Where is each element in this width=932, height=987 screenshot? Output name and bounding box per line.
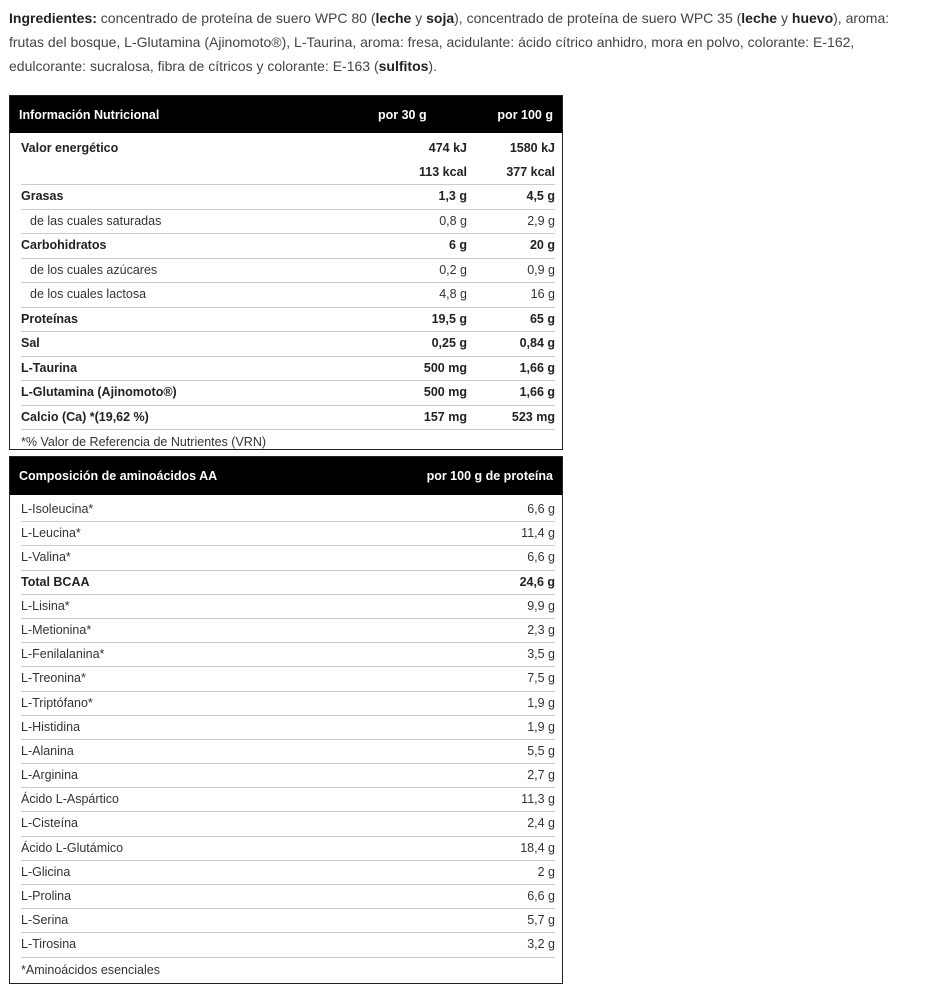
nutrition-row bbox=[21, 234, 555, 259]
amino-value: 2 g bbox=[537, 864, 555, 879]
nutrition-row bbox=[21, 259, 555, 284]
amino-table-header bbox=[10, 457, 562, 495]
nutrition-header-per100: por 100 g bbox=[497, 107, 553, 122]
nutrient-value-per100: 1,66 g bbox=[519, 360, 555, 375]
ingredients-text: ), concentrado de proteína de suero WPC 35 ( bbox=[454, 10, 742, 26]
nutrition-row bbox=[21, 283, 555, 308]
ingredients-text: concentrado de proteína de suero WPC 80 ( bbox=[96, 10, 376, 26]
energy-label: Valor energético bbox=[21, 141, 119, 155]
amino-value: 18,4 g bbox=[520, 840, 555, 855]
nutrition-row bbox=[21, 210, 555, 235]
ingredients-text: ). bbox=[428, 58, 437, 74]
amino-row bbox=[21, 716, 555, 740]
ingredients-bold-text: huevo bbox=[791, 10, 834, 26]
amino-value: 2,3 g bbox=[527, 622, 555, 637]
amino-row bbox=[21, 595, 555, 619]
amino-label: L-Leucina* bbox=[21, 526, 81, 541]
amino-table-body bbox=[10, 495, 562, 982]
amino-row bbox=[21, 522, 555, 546]
amino-label: L-Cisteína bbox=[21, 816, 78, 831]
amino-value: 1,9 g bbox=[527, 695, 555, 710]
nutrient-value-per100: 16 g bbox=[530, 287, 555, 301]
amino-value: 24,6 g bbox=[519, 574, 555, 589]
nutrient-label: Calcio (Ca) *(19,62 %) bbox=[21, 409, 149, 424]
amino-label: L-Histidina bbox=[21, 719, 81, 734]
nutrition-row bbox=[21, 406, 555, 431]
amino-table bbox=[9, 456, 563, 984]
amino-label: L-Treonina* bbox=[21, 671, 86, 686]
energy-per30-kj: 474 kJ bbox=[428, 141, 467, 155]
amino-row bbox=[21, 788, 555, 812]
amino-label: L-Lisina* bbox=[21, 598, 70, 613]
nutrient-value-per100: 523 mg bbox=[511, 409, 555, 424]
nutrient-value-per30: 19,5 g bbox=[431, 311, 467, 326]
nutrition-row bbox=[21, 308, 555, 333]
nutrient-label: Sal bbox=[21, 336, 40, 350]
nutrition-table-body bbox=[10, 133, 562, 454]
nutrient-label: de los cuales lactosa bbox=[30, 287, 147, 301]
amino-value: 3,5 g bbox=[527, 647, 555, 662]
nutrition-row bbox=[21, 332, 555, 357]
energy-per30 bbox=[379, 137, 467, 184]
nutrient-value-per30: 0,25 g bbox=[431, 336, 467, 350]
amino-value: 1,9 g bbox=[527, 719, 555, 734]
amino-value: 9,9 g bbox=[527, 598, 555, 613]
amino-label: Ácido L-Aspártico bbox=[21, 792, 119, 807]
amino-value: 5,7 g bbox=[527, 913, 555, 928]
nutrient-value-per30: 500 mg bbox=[423, 385, 467, 399]
ingredients-bold-text: soja bbox=[426, 10, 455, 26]
amino-label: Total BCAA bbox=[21, 574, 90, 589]
nutrient-label: Carbohidratos bbox=[21, 238, 107, 252]
amino-row bbox=[21, 885, 555, 909]
ingredients-paragraph bbox=[9, 6, 924, 78]
amino-value: 6,6 g bbox=[527, 502, 555, 516]
nutrition-row-energy bbox=[21, 137, 555, 185]
nutrient-label: L-Taurina bbox=[21, 360, 78, 375]
nutrient-value-per100: 1,66 g bbox=[519, 385, 555, 399]
nutrition-table bbox=[9, 95, 563, 450]
amino-row bbox=[21, 740, 555, 764]
amino-label: Ácido L-Glutámico bbox=[21, 840, 124, 855]
amino-label: L-Valina* bbox=[21, 550, 71, 565]
ingredients-bold-text: Ingredientes: bbox=[9, 10, 97, 26]
nutrient-value-per30: 0,2 g bbox=[439, 262, 467, 277]
amino-row bbox=[21, 909, 555, 933]
amino-label: L-Alanina bbox=[21, 743, 74, 758]
amino-value: 6,6 g bbox=[527, 550, 555, 565]
amino-row bbox=[21, 861, 555, 885]
ingredients-bold-text: sulfitos bbox=[378, 58, 429, 74]
nutrient-value-per100: 20 g bbox=[529, 238, 555, 252]
amino-value: 2,4 g bbox=[527, 816, 555, 831]
amino-row bbox=[21, 837, 555, 861]
ingredients-bold-text: leche bbox=[741, 10, 778, 26]
nutrition-header-per30: por 30 g bbox=[378, 107, 427, 122]
amino-value: 3,2 g bbox=[527, 937, 555, 952]
nutrition-row bbox=[21, 357, 555, 382]
nutrient-value-per100: 0,84 g bbox=[519, 336, 555, 350]
amino-row bbox=[21, 498, 555, 522]
nutrient-value-per100: 2,9 g bbox=[527, 213, 555, 228]
nutrient-label: L-Glutamina (Ajinomoto®) bbox=[21, 385, 177, 399]
nutrient-value-per100: 0,9 g bbox=[527, 262, 555, 277]
ingredients-text: y bbox=[777, 10, 792, 26]
amino-value: 6,6 g bbox=[527, 889, 555, 903]
amino-label: L-Isoleucina* bbox=[21, 502, 94, 516]
amino-row bbox=[21, 812, 555, 836]
amino-label: L-Arginina bbox=[21, 768, 78, 783]
amino-label: L-Glicina bbox=[21, 864, 71, 879]
amino-note: *Aminoácidos esenciales bbox=[21, 962, 160, 977]
amino-row bbox=[21, 667, 555, 691]
nutrient-value-per30: 4,8 g bbox=[439, 287, 467, 301]
ingredients-bold-text: leche bbox=[375, 10, 412, 26]
energy-per100 bbox=[467, 137, 555, 184]
amino-row bbox=[21, 571, 555, 595]
energy-per100-kcal: 377 kcal bbox=[506, 164, 555, 179]
nutrient-value-per100: 65 g bbox=[529, 311, 555, 326]
amino-row bbox=[21, 692, 555, 716]
ingredients-text: ), aroma: frutas del bosque, L-Glutamina (Ajinomoto®), L-Taurina, aroma: fresa, acidulante: ácido cítrico anhidro, mora en polvo, colorante: E-162, edulcorante: sucralosa, fibra de cítricos y colorante: E-163 ( bbox=[9, 10, 890, 74]
nutrient-value-per30: 500 mg bbox=[423, 360, 467, 375]
amino-value: 11,3 g bbox=[521, 792, 555, 807]
amino-label: L-Triptófano* bbox=[21, 695, 93, 710]
amino-row bbox=[21, 933, 555, 957]
nutrition-table-header bbox=[10, 96, 562, 133]
amino-header-title: Composición de aminoácidos AA bbox=[19, 469, 218, 483]
amino-row bbox=[21, 764, 555, 788]
nutrition-row bbox=[21, 381, 555, 406]
amino-row bbox=[21, 643, 555, 667]
amino-label: L-Tirosina bbox=[21, 937, 77, 952]
amino-label: L-Serina bbox=[21, 913, 69, 928]
nutrient-value-per30: 6 g bbox=[448, 238, 467, 252]
nutrient-label: Grasas bbox=[21, 189, 64, 203]
nutrient-label: de las cuales saturadas bbox=[30, 213, 162, 228]
nutrition-header-title: Información Nutricional bbox=[19, 107, 160, 122]
nutrient-value-per100: 4,5 g bbox=[526, 189, 555, 203]
amino-label: L-Fenilalanina* bbox=[21, 647, 105, 662]
nutrient-value-per30: 0,8 g bbox=[439, 213, 467, 228]
energy-per30-kcal: 113 kcal bbox=[419, 164, 467, 179]
amino-header-per100: por 100 g de proteína bbox=[426, 469, 553, 483]
amino-value: 7,5 g bbox=[527, 671, 555, 686]
nutrient-value-per30: 1,3 g bbox=[438, 189, 467, 203]
amino-value: 11,4 g bbox=[521, 526, 555, 541]
ingredients-text: y bbox=[411, 10, 427, 26]
energy-per100-kj: 1580 kJ bbox=[509, 141, 555, 155]
nutrient-value-per30: 157 mg bbox=[423, 409, 467, 424]
nutrient-label: de los cuales azúcares bbox=[30, 262, 158, 277]
amino-value: 2,7 g bbox=[527, 768, 555, 783]
nutrient-label: Proteínas bbox=[21, 311, 78, 326]
amino-row bbox=[21, 619, 555, 643]
amino-label: L-Prolina bbox=[21, 889, 72, 903]
amino-value: 5,5 g bbox=[527, 743, 555, 758]
amino-label: L-Metionina* bbox=[21, 622, 92, 637]
nutrition-row bbox=[21, 185, 555, 210]
nutrition-note: *% Valor de Referencia de Nutrientes (VRN) bbox=[21, 435, 267, 449]
amino-row bbox=[21, 546, 555, 570]
